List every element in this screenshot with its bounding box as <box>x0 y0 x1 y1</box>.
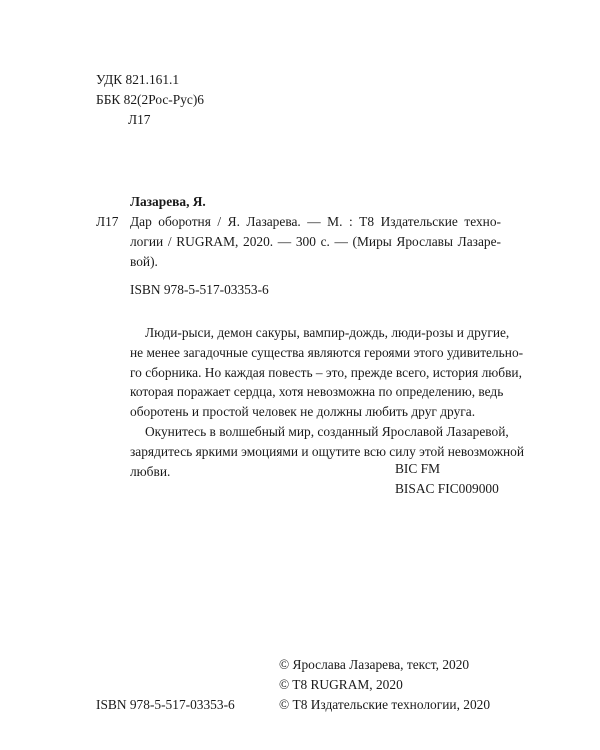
annotation-line: любви. <box>130 463 171 479</box>
catalog-line-3: вой). <box>130 254 158 269</box>
footer-isbn: ISBN 978-5-517-03353-6 <box>96 697 235 712</box>
copyright-rugram: © T8 RUGRAM, 2020 <box>279 677 403 692</box>
author-heading: Лазарева, Я. <box>130 194 206 209</box>
author-sign: Л17 <box>128 112 151 127</box>
annotation-line: которая поражает сердца, хотя невозможна по определению, ведь <box>130 384 504 400</box>
bic-code: BIC FM <box>395 461 441 476</box>
annotation-line: го сборника. Но каждая повесть – это, прежде всего, история любви, <box>130 364 522 380</box>
bisac-code: BISAC FIC009000 <box>395 481 499 496</box>
annotation-line: оборотень и простой человек не должны любить друг друга. <box>130 404 476 420</box>
annotation-paragraph-2 <box>130 422 525 481</box>
udk-code: УДК 821.161.1 <box>96 72 180 87</box>
catalog-isbn: ISBN 978-5-517-03353-6 <box>130 282 269 297</box>
annotation-line: Люди-рыси, демон сакуры, вампир-дождь, люди-розы и другие, <box>145 325 510 340</box>
copyright-author: © Ярослава Лазарева, текст, 2020 <box>279 657 470 672</box>
annotation-paragraph-1 <box>130 323 524 422</box>
catalog-sign: Л17 <box>96 214 119 229</box>
annotation-line: не менее загадочные существа являются героями этого удивительно- <box>130 344 524 360</box>
annotation-line: Окунитесь в волшебный мир, созданный Ярославой Лазаревой, <box>145 424 509 439</box>
annotation-line: зарядитесь яркими эмоциями и ощутите всю силу этой невозможной <box>130 443 525 459</box>
copyright-publisher: © Т8 Издательские технологии, 2020 <box>279 697 491 712</box>
bbk-code: ББК 82(2Рос-Рус)6 <box>96 92 204 107</box>
catalog-line-2: логии / RUGRAM, 2020. — 300 с. — (Миры Ярославы Лазаре- <box>130 234 501 249</box>
catalog-line-1: Дар оборотня / Я. Лазарева. — М. : Т8 Издательские техно- <box>130 214 501 229</box>
